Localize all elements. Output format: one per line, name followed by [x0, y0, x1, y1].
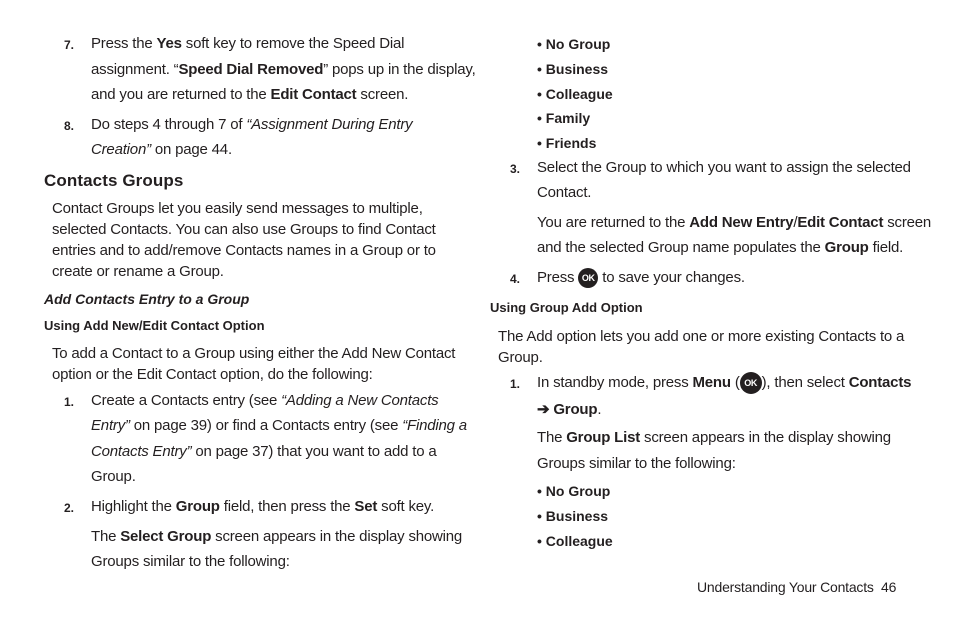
paragraph-line: create or rename a Group. — [52, 263, 224, 280]
list-item: • Colleague — [537, 533, 613, 549]
step-text: Group. — [91, 468, 136, 485]
list-item: • No Group — [537, 483, 611, 499]
paragraph-line: option or the Edit Contact option, do the following: — [52, 366, 373, 383]
paragraph-line: entries and to add/remove Contacts names in a Group or to — [52, 242, 436, 259]
step-number: 7. — [64, 38, 75, 52]
step-text: Highlight the Group field, then press the Set soft key. — [91, 498, 435, 515]
step-number: 2. — [64, 501, 75, 515]
subsection-heading: Add Contacts Entry to a Group — [44, 291, 250, 307]
step-text: ➔ Group. — [537, 401, 602, 418]
step-text: In standby mode, press Menu ( OK ), then select Contacts — [537, 372, 911, 394]
paragraph-line: The Add option lets you add one or more existing Contacts to a — [498, 328, 905, 345]
step-text: Groups similar to the following: — [91, 553, 290, 570]
page-number: 46 — [881, 579, 897, 595]
ok-key-icon: OK — [740, 372, 762, 394]
footer-section-title: Understanding Your Contacts — [697, 579, 874, 595]
step-number: 1. — [64, 395, 75, 409]
subsubsection-heading: Using Add New/Edit Contact Option — [44, 318, 265, 333]
ok-key-icon: OK — [578, 268, 598, 288]
list-item: • Business — [537, 508, 609, 524]
list-item: • No Group — [537, 36, 611, 52]
step-text: Create a Contacts entry (see “Adding a New Contacts — [91, 392, 439, 409]
step-text: and the selected Group name populates the Group field. — [537, 239, 904, 256]
step-text: Select the Group to which you want to assign the selected — [537, 159, 911, 176]
step-number: 8. — [64, 119, 75, 133]
paragraph-line: To add a Contact to a Group using either the Add New Contact — [52, 345, 456, 362]
list-item: • Family — [537, 110, 591, 126]
step-text: Do steps 4 through 7 of “Assignment During Entry — [91, 116, 413, 133]
paragraph-line: selected Contacts. You can also use Groups to find Contact — [52, 221, 436, 238]
step-text: and you are returned to the Edit Contact screen. — [91, 86, 409, 103]
step-text: Contacts Entry” on page 37) that you want to add to a — [91, 443, 437, 460]
subsubsection-heading: Using Group Add Option — [490, 300, 643, 315]
step-text: Contact. — [537, 184, 592, 201]
paragraph-line: Contact Groups let you easily send messages to multiple, — [52, 200, 423, 217]
list-item: • Business — [537, 61, 609, 77]
step-text: Creation” on page 44. — [91, 141, 232, 158]
list-item: • Colleague — [537, 86, 613, 102]
section-heading: Contacts Groups — [44, 171, 184, 190]
step-text: assignment. “Speed Dial Removed” pops up in the display, — [91, 61, 476, 78]
list-item: • Friends — [537, 135, 597, 151]
step-text: The Select Group screen appears in the display showing — [91, 528, 463, 545]
step-text: Press OK to save your changes. — [537, 268, 745, 288]
step-number: 3. — [510, 162, 521, 176]
step-number: 1. — [510, 377, 521, 391]
step-number: 4. — [510, 272, 521, 286]
step-text: You are returned to the Add New Entry/Edit Contact screen — [537, 214, 932, 231]
arrow-icon: ➔ — [537, 401, 554, 418]
step-text: Entry” on page 39) or find a Contacts entry (see “Finding a — [91, 417, 467, 434]
step-text: Groups similar to the following: — [537, 455, 736, 472]
paragraph-line: Group. — [498, 349, 543, 366]
step-text: Press the Yes soft key to remove the Speed Dial — [91, 35, 405, 52]
step-text: The Group List screen appears in the display showing — [537, 429, 891, 446]
